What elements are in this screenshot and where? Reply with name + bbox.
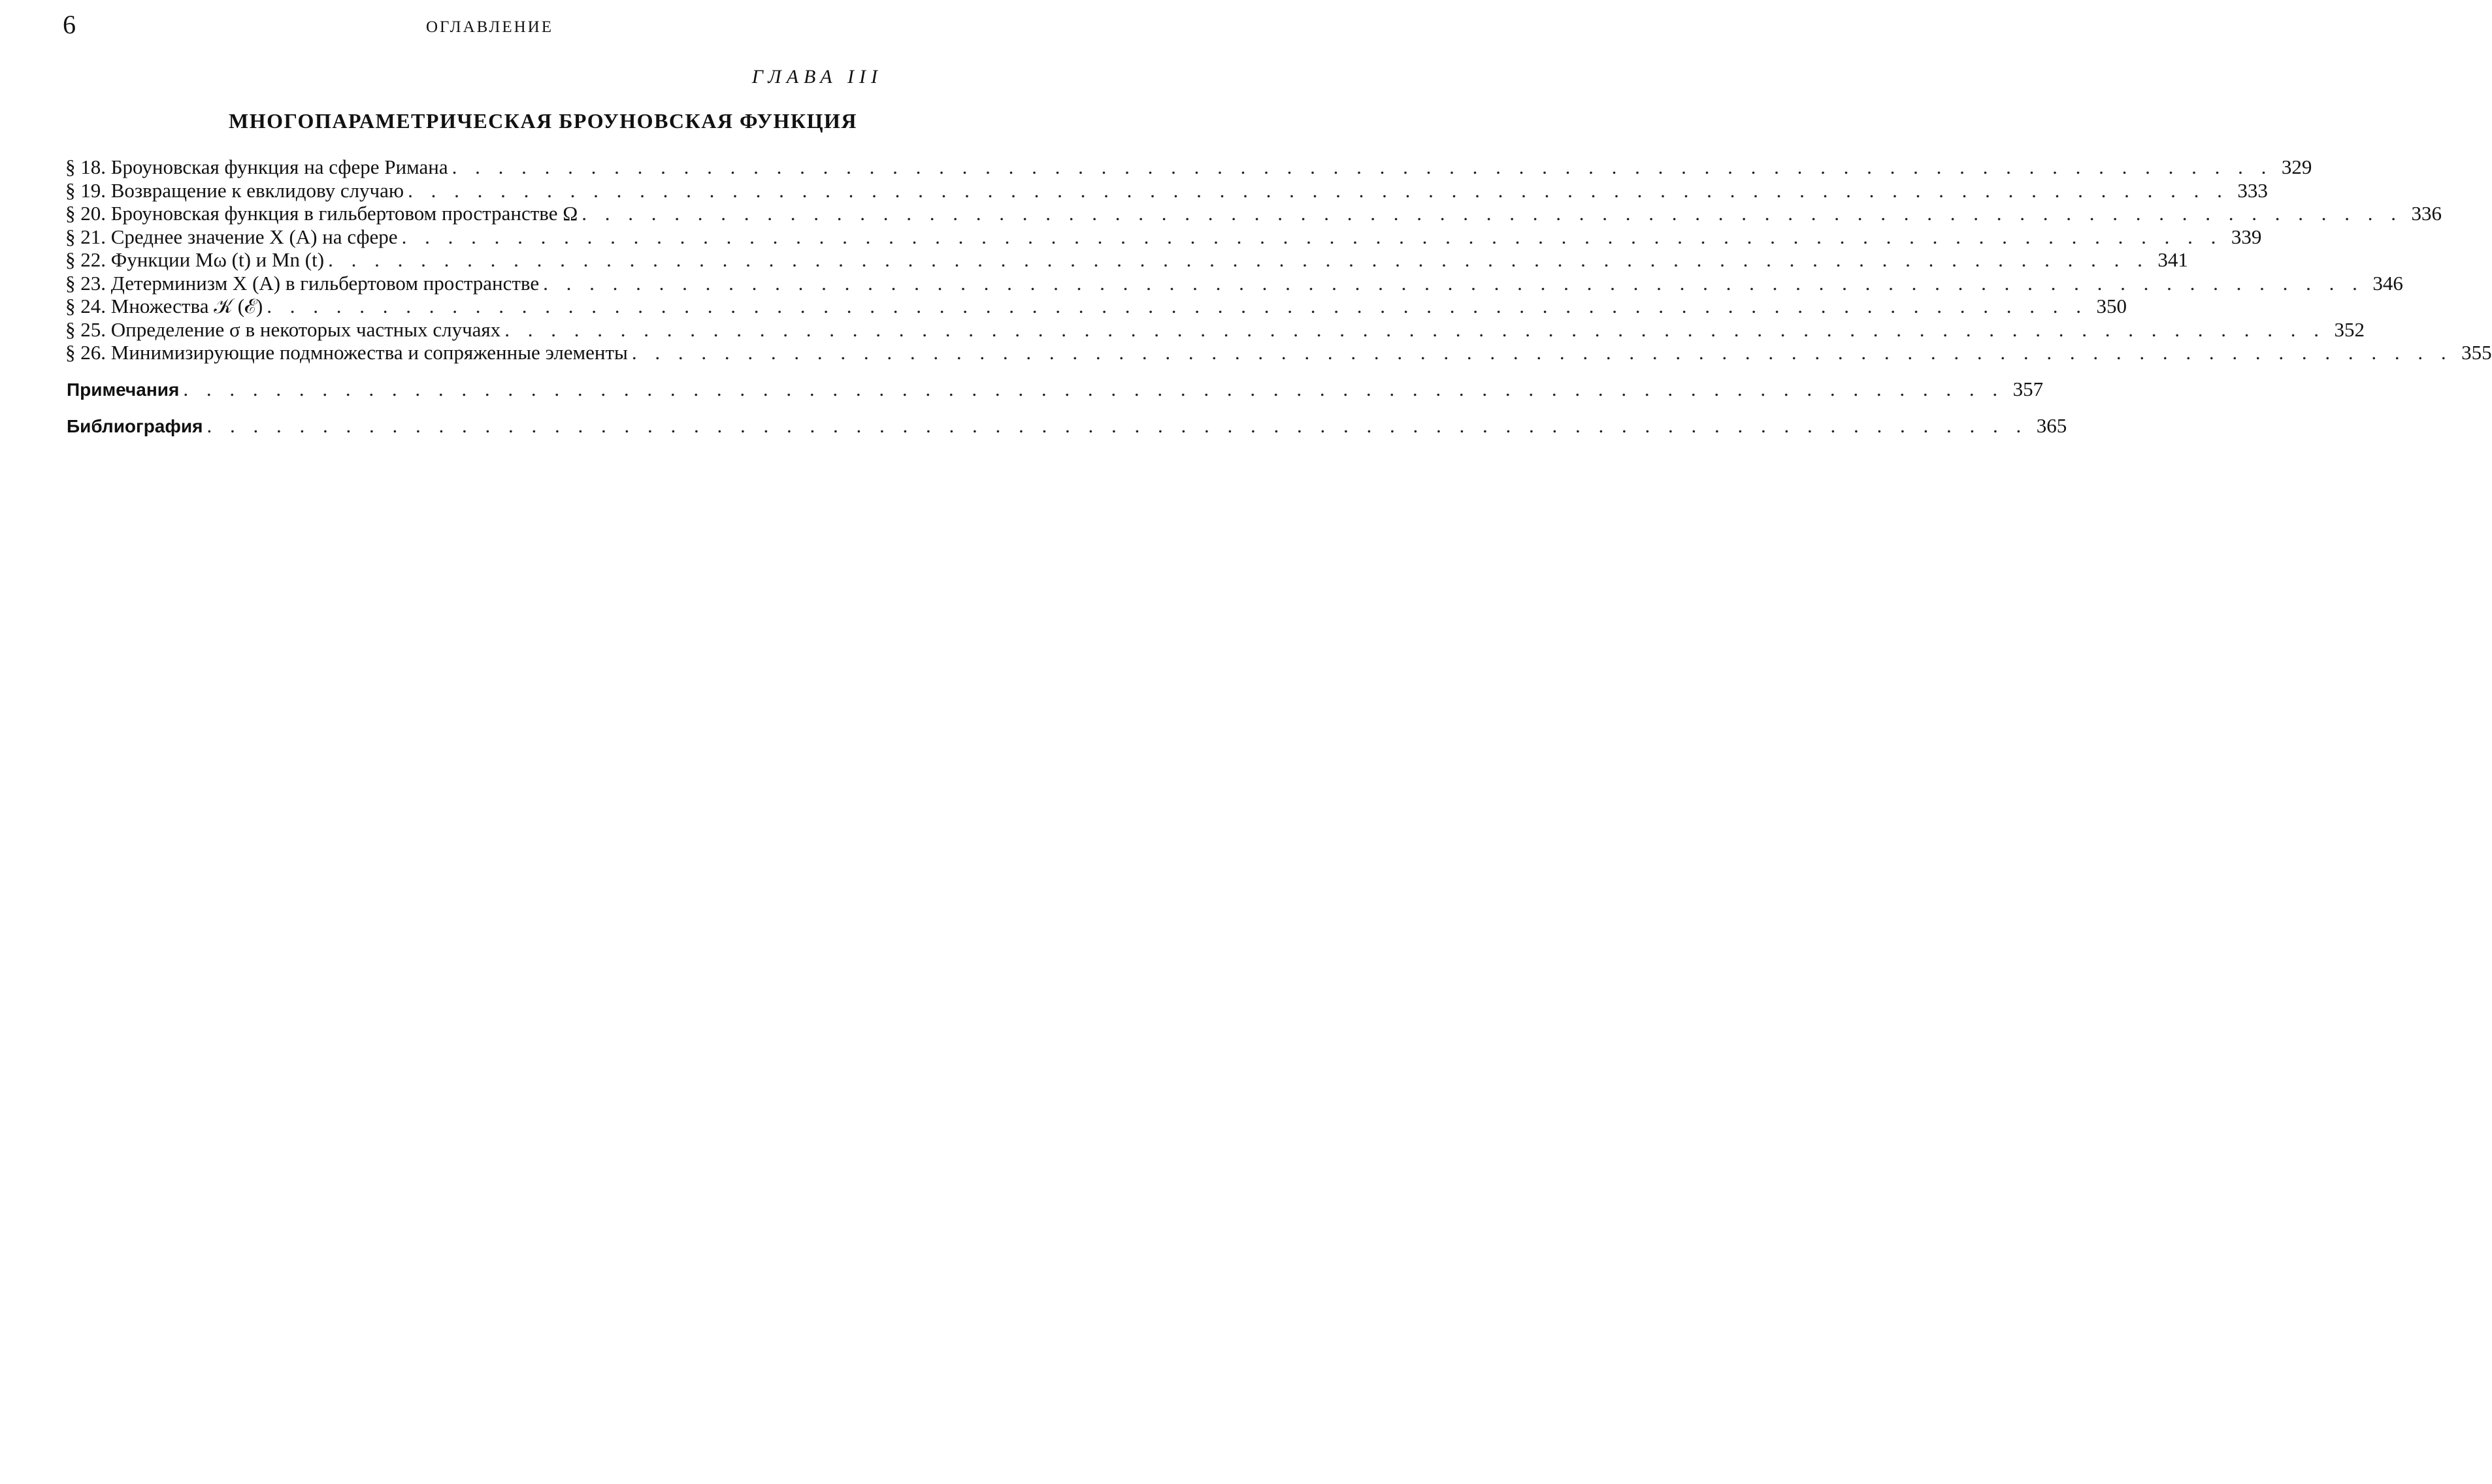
toc-dot-leader: . . . . . . . . . . . . . . . . . . . . . . . . . . . . . . . . . . . . . . . . . . . . . . . . . . . . . . . . . . . . . . . . . . . . . . . . . . . . . . . [631,341,2453,364]
toc-entry-25 [65,317,2365,342]
back-matter-list [67,378,2067,451]
toc-dot-leader: . . . . . . . . . . . . . . . . . . . . . . . . . . . . . . . . . . . . . . . . . . . . . . . . . . . . . . . . . . . . . . . . . . . . . . . . . . . . . . . [504,317,2325,341]
toc-entry-title: § 21. Среднее значение X (A) на сфере [65,225,398,248]
toc-entry-20 [65,202,2442,225]
toc-entry-page: 341 [2157,248,2188,271]
toc-entry-26 [65,341,2492,364]
toc-entry-title: § 18. Броуновская функция на сфере Римана [65,155,448,178]
chapter-title: МНОГОПАРАМЕТРИЧЕСКАЯ БРОУНОВСКАЯ ФУНКЦИЯ [229,109,857,133]
toc-entry-title: § 25. Определение σ в некоторых частных случаях [65,317,501,341]
toc-entry-title: § 22. Функции Mω (t) и Mn (t) [65,248,325,271]
toc-entry-page: 333 [2237,178,2268,202]
toc-entry-page: 329 [2281,155,2312,178]
toc-dot-leader: . . . . . . . . . . . . . . . . . . . . . . . . . . . . . . . . . . . . . . . . . . . . . . . . . . . . . . . . . . . . . . . . . . . . . . . . . . . . . . . [408,178,2229,202]
page-number: 6 [63,10,76,39]
toc-dot-leader: . . . . . . . . . . . . . . . . . . . . . . . . . . . . . . . . . . . . . . . . . . . . . . . . . . . . . . . . . . . . . . . . . . . . . . . . . . . . . . . [206,414,2028,437]
toc-entry-page: 355 [2461,341,2492,364]
running-head: ОГЛАВЛЕНИЕ [426,18,553,36]
toc-entry-notes [67,378,2044,414]
toc-entry-24 [65,295,2127,318]
toc-dot-leader: . . . . . . . . . . . . . . . . . . . . . . . . . . . . . . . . . . . . . . . . . . . . . . . . . . . . . . . . . . . . . . . . . . . . . . . . . . . . . . . [451,155,2273,178]
toc-entry-page: 346 [2372,271,2403,295]
toc-entry-page: 352 [2334,317,2365,341]
toc-entry-23 [65,271,2403,295]
toc-entry-title: § 19. Возвращение к евклидову случаю [65,178,404,202]
toc-entry-18 [65,155,2312,179]
toc-list [65,155,2492,364]
toc-entry-title: Примечания [67,379,180,400]
toc-entry-page: 339 [2231,225,2262,248]
toc-entry-title: § 24. Множества 𝒦 (ℰ) [65,295,263,317]
toc-dot-leader: . . . . . . . . . . . . . . . . . . . . . . . . . . . . . . . . . . . . . . . . . . . . . . . . . . . . . . . . . . . . . . . . . . . . . . . . . . . . . . . [267,295,2088,317]
toc-entry-21 [65,225,2262,249]
toc-entry-19 [65,178,2268,202]
toc-entry-title: Библиография [67,416,203,436]
toc-entry-page: 357 [2012,378,2044,400]
toc-dot-leader: . . . . . . . . . . . . . . . . . . . . . . . . . . . . . . . . . . . . . . . . . . . . . . . . . . . . . . . . . . . . . . . . . . . . . . . . . . . . . . . [328,248,2149,271]
chapter-label: ГЛАВА III [751,66,883,88]
toc-dot-leader: . . . . . . . . . . . . . . . . . . . . . . . . . . . . . . . . . . . . . . . . . . . . . . . . . . . . . . . . . . . . . . . . . . . . . . . . . . . . . . . [183,378,2005,400]
toc-entry-title: § 20. Броуновская функция в гильбертовом пространстве Ω [65,202,578,225]
toc-entry-page: 365 [2036,414,2067,437]
toc-entry-bibliography [67,414,2067,451]
toc-dot-leader: . . . . . . . . . . . . . . . . . . . . . . . . . . . . . . . . . . . . . . . . . . . . . . . . . . . . . . . . . . . . . . . . . . . . . . . . . . . . . . . [582,202,2402,225]
toc-dot-leader: . . . . . . . . . . . . . . . . . . . . . . . . . . . . . . . . . . . . . . . . . . . . . . . . . . . . . . . . . . . . . . . . . . . . . . . . . . . . . . . [401,225,2223,248]
toc-dot-leader: . . . . . . . . . . . . . . . . . . . . . . . . . . . . . . . . . . . . . . . . . . . . . . . . . . . . . . . . . . . . . . . . . . . . . . . . . . . . . . . [543,271,2364,295]
toc-entry-page: 350 [2096,295,2127,317]
toc-entry-page: 336 [2411,202,2442,225]
toc-entry-22 [65,248,2188,272]
toc-entry-title: § 23. Детерминизм X (A) в гильбертовом пространстве [65,271,540,295]
toc-entry-title: § 26. Минимизирующие подмножества и сопряженные элементы [65,341,628,364]
